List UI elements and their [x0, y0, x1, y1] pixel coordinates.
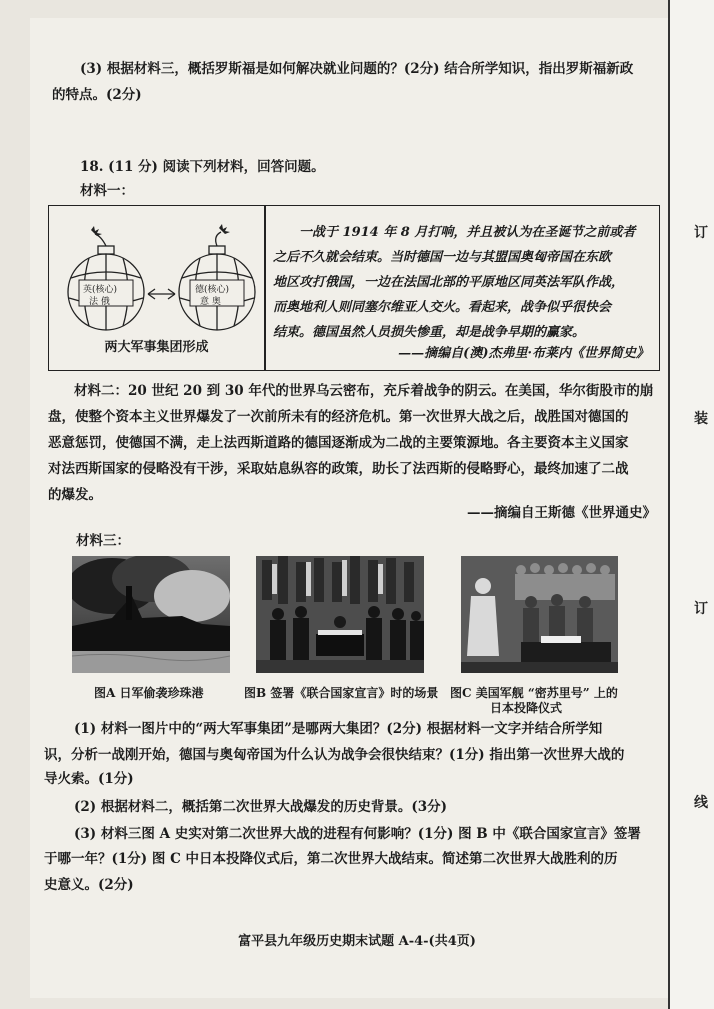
material2-line: 材料二：20 世纪 20 到 30 年代的世界乌云密布，充斥着战争的阴云。在美国，华尔街股市的崩 [74, 383, 654, 399]
left-bloc-core-label: (核心) [92, 285, 118, 295]
question-line: 于哪一年？(1分) 图 C 中日本投降仪式后，第二次世界大战结束。简述第二次世界大战胜利的历 [44, 851, 618, 867]
quote-line: 之后不久就会结束。当时德国一边与其盟国奥匈帝国在东欧 [273, 250, 612, 265]
material1-box [48, 205, 660, 371]
material2-line: 的爆发。 [48, 487, 102, 503]
material2-line: 对法西斯国家的侵略没有干涉，采取姑息纵容的政策，助长了法西斯的侵略野心，最终加速了二战 [48, 461, 629, 477]
edge-char: 订 [694, 601, 708, 617]
q17-part3-line1: (3) 根据材料三，概括罗斯福是如何解决就业问题的？(2分) 结合所学知识，指出罗斯福新政 [80, 61, 634, 77]
quote-line: 结束。德国虽然人员损失惨重，却是战争早期的赢家。 [273, 325, 586, 340]
q18-heading: 18. (11 分) 阅读下列材料，回答问题。 [80, 159, 325, 175]
quote-line: 一战于 1914 年 8 月打响，并且被认为在圣诞节之前或者 [299, 225, 636, 240]
caption-b: 图B 签署《联合国家宣言》时的场景 [244, 686, 439, 700]
material1-label: 材料一： [80, 183, 134, 199]
material1-source: ——摘编自(澳)杰弗里·布莱内《世界简史》 [398, 346, 649, 361]
question-line: 导火索。(1分) [44, 771, 134, 787]
edge-char: 订 [694, 225, 708, 241]
material1-quote [273, 220, 653, 345]
page-footer: 富平县九年级历史期末试题 A-4-(共4页) [238, 934, 476, 949]
material2-line: 恶意惩罚，使德国不满，走上法西斯道路的德国逐渐成为二战的主要策源地。各主要资本主义国家 [48, 435, 629, 451]
edge-char: 装 [694, 411, 708, 427]
edge-char: 线 [694, 795, 708, 811]
quote-line: 地区攻打俄国，一边在法国北部的平原地区同英法军队作战， [273, 275, 625, 290]
bomb-diagram-svg [49, 206, 264, 336]
caption-c-line1: 图C 美国军舰 “密苏里号” 上的 [450, 686, 618, 700]
table-divider [264, 206, 266, 370]
left-bloc-core-country: 英 [83, 285, 93, 295]
material2-source: ——摘编自王斯德《世界通史》 [467, 505, 656, 521]
material2-line: 盘，使整个资本主义世界爆发了一次前所未有的经济危机。第一次世界大战之后，战胜国对德国的 [48, 409, 629, 425]
question-line: (2) 根据材料二，概括第二次世界大战爆发的历史背景。(3分) [74, 799, 448, 815]
material3-label: 材料三： [76, 533, 130, 549]
photo-missouri-surrender [461, 556, 618, 673]
photo-pearl-harbor [72, 556, 230, 673]
question-line: 识，分析一战刚开始，德国与奥匈帝国为什么认为战争会很快结束？(1分) 指出第一次世界大战的 [44, 747, 625, 763]
military-blocs-diagram [49, 206, 264, 372]
photo-un-declaration [256, 556, 424, 673]
question-line: (3) 材料三图 A 史实对第二次世界大战的进程有何影响？(1分) 图 B 中《联合国家宣言》签署 [74, 826, 641, 842]
diagram-caption: 两大军事集团形成 [104, 340, 209, 355]
question-line: (1) 材料一图片中的“两大军事集团”是哪两大集团？(2分) 根据材料一文字并结合所学知 [74, 721, 603, 737]
caption-c-line2: 日本投降仪式 [490, 701, 563, 715]
quote-line: 而奥地利人则同塞尔维亚人交火。看起来，战争似乎很快会 [273, 300, 612, 315]
caption-a: 图A 日军偷袭珍珠港 [94, 686, 204, 700]
right-bloc-members: 意 奥 [200, 297, 221, 307]
question-line: 史意义。(2分) [44, 877, 134, 893]
right-bloc-core: 德(核心) [195, 285, 230, 295]
q17-part3-line2: 的特点。(2分) [52, 87, 142, 103]
left-bloc-members: 法 俄 [89, 297, 110, 307]
binding-margin [668, 0, 714, 1009]
